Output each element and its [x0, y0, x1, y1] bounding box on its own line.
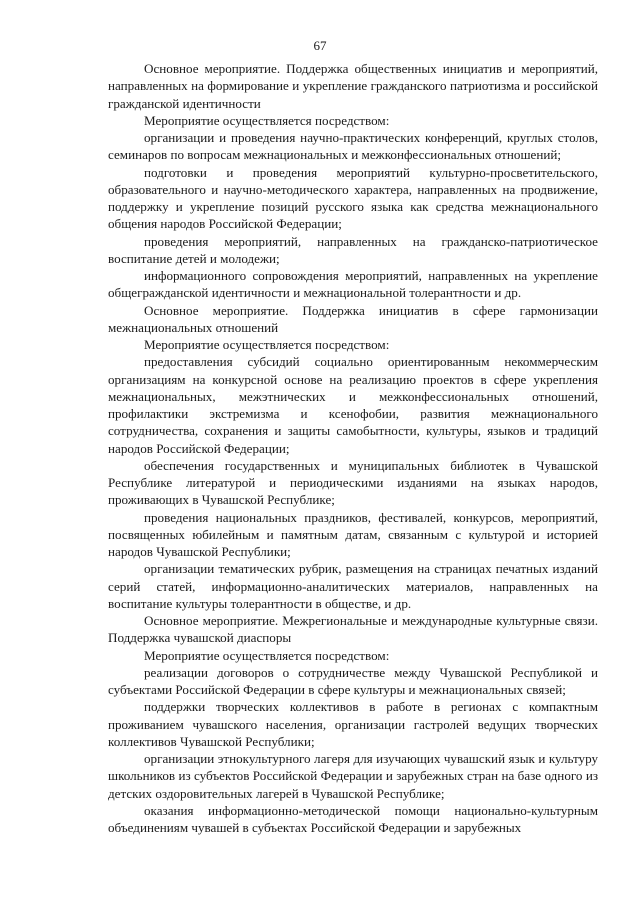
- paragraph: обеспечения государственных и муниципальных библиотек в Чувашской Республике литературой и периодическими изданиями на языках народов, проживающих в Чувашской Республике;: [108, 457, 598, 508]
- paragraph: проведения мероприятий, направленных на гражданско-патриотическое воспитание детей и молодежи;: [108, 233, 598, 266]
- page-number: 67: [313, 38, 327, 53]
- paragraph: Основное мероприятие. Поддержка общественных инициатив и мероприятий, направленных на формирование и укрепление гражданского патриотизма и российской гражданской идентичности: [108, 61, 598, 111]
- paragraph: реализации договоров о сотрудничестве между Чувашской Республикой и субъектами Российской Федерации в сфере культуры и межнациональных связей;: [108, 664, 598, 697]
- paragraph: организации этнокультурного лагеря для изучающих чувашский язык и культуру школьников из субъектов Российской Федерации и зарубежных стран на базе одного из детских оздоровительных лагерей в Чувашской Республике;: [108, 751, 598, 801]
- paragraph: Мероприятие осуществляется посредством:: [144, 337, 390, 352]
- paragraph: Основное мероприятие. Поддержка инициатив в сфере гармонизации межнациональных отношений: [108, 302, 598, 335]
- paragraph: Мероприятие осуществляется посредством:: [144, 112, 390, 128]
- paragraph: оказания информационно-методической помощи национально-культурным объединениям чувашей в субъектах Российской Федерации и зарубежных: [108, 802, 598, 835]
- paragraph: подготовки и проведения мероприятий культурно-просветительского, образовательного и научно-методического характера, направленных на продвижение, поддержку и укрепление позиций русского языка как средства межнационального общения народов Российской Федерации;: [108, 164, 598, 232]
- paragraph: организации тематических рубрик, размещения на страницах печатных изданий серий статей, информационно-аналитических материалов, направленных на воспитание культуры толерантности в обществе, и др.: [108, 561, 598, 611]
- paragraph: Основное мероприятие. Межрегиональные и международные культурные связи. Поддержка чувашской диаспоры: [108, 613, 598, 646]
- paragraph: организации и проведения научно-практических конференций, круглых столов, семинаров по вопросам межнациональных и межконфессиональных отношений;: [108, 130, 598, 163]
- paragraph: проведения национальных праздников, фестивалей, конкурсов, мероприятий, посвященных юбилейным и памятным датам, связанным с культурой и историей народов Чувашской Республики;: [108, 509, 598, 559]
- paragraph: Мероприятие осуществляется посредством:: [144, 647, 390, 663]
- paragraph: предоставления субсидий социально ориентированным некоммерческим организациям на конкурсной основе на реализацию проектов в сфере укрепления межнациональных, межэтнических и межконфессиональных отношений, профилактики экстремизма и ксенофобии, развития межнационального сотрудничества, сохранения и защиты самобытности, культуры, языков и традиций народов Российской Федерации;: [108, 354, 598, 456]
- paragraph: поддержки творческих коллективов в работе в регионах с компактным проживанием чувашского населения, организации гастролей ведущих творческих коллективов Чувашской Республики;: [108, 699, 598, 749]
- paragraph: информационного сопровождения мероприятий, направленных на укрепление общегражданской идентичности и межнациональной толерантности и др.: [108, 268, 598, 301]
- document-body: [108, 60, 598, 836]
